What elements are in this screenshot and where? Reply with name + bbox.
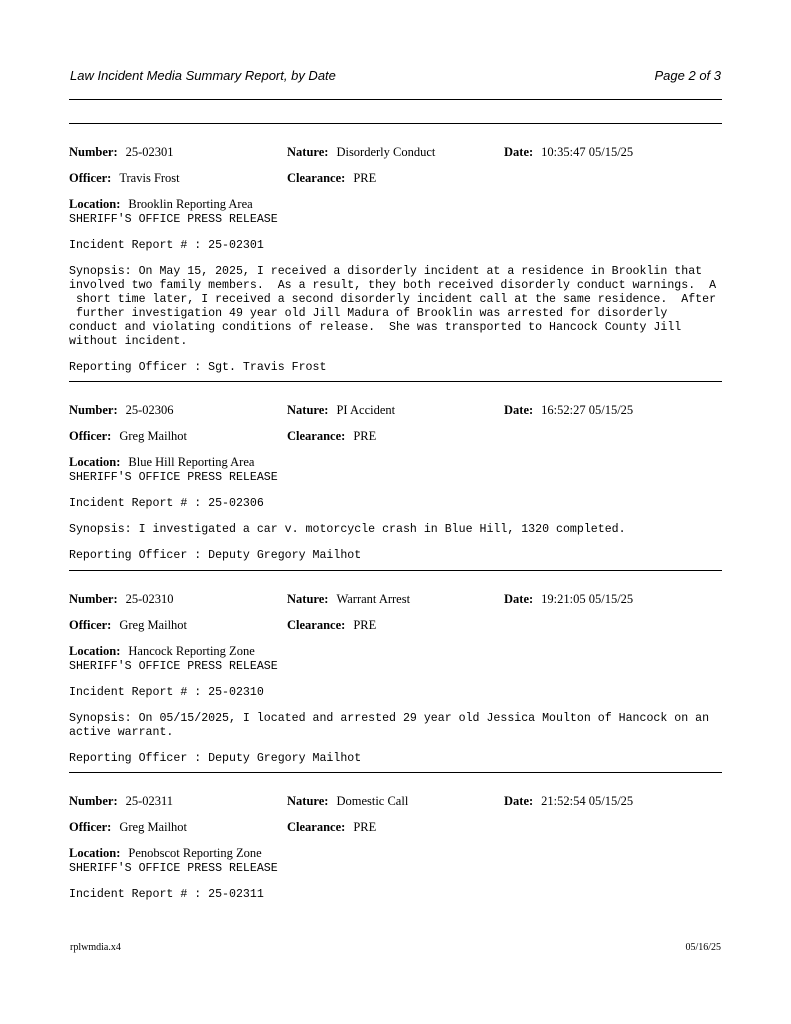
press-release-line: SHERIFF'S OFFICE PRESS RELEASE — [69, 862, 278, 875]
record-divider — [69, 772, 722, 773]
incident-report-line: Incident Report # : 25-02301 — [69, 239, 264, 252]
page-number: Page 2 of 3 — [654, 68, 721, 83]
header-divider-2 — [69, 123, 722, 124]
incident-report-line: Incident Report # : 25-02310 — [69, 686, 264, 699]
clearance-label: Clearance: — [287, 429, 346, 443]
synopsis-text: Synopsis: I investigated a car v. motorcycle crash in Blue Hill, 1320 completed. — [69, 523, 626, 536]
incident-officer: Travis Frost — [119, 171, 180, 185]
nature-label: Nature: — [287, 794, 329, 808]
location-line — [69, 846, 722, 862]
incident-nature: Disorderly Conduct — [336, 145, 436, 159]
press-release-line: SHERIFF'S OFFICE PRESS RELEASE — [69, 213, 278, 226]
incident-record — [69, 794, 722, 914]
incident-officer: Greg Mailhot — [119, 618, 188, 632]
report-title: Law Incident Media Summary Report, by Date — [70, 68, 336, 83]
date-label: Date: — [504, 403, 534, 417]
record-divider — [69, 570, 722, 571]
location-label: Location: — [69, 197, 121, 211]
record-row-2 — [69, 171, 722, 197]
incident-clearance: PRE — [353, 171, 377, 185]
reporting-officer-line: Reporting Officer : Sgt. Travis Frost — [69, 361, 327, 374]
incident-clearance: PRE — [353, 820, 377, 834]
date-label: Date: — [504, 145, 534, 159]
officer-label: Officer: — [69, 429, 112, 443]
incident-officer: Greg Mailhot — [119, 820, 188, 834]
clearance-label: Clearance: — [287, 820, 346, 834]
incident-location: Blue Hill Reporting Area — [128, 455, 255, 469]
incident-nature: Warrant Arrest — [336, 592, 411, 606]
incident-number: 25-02311 — [125, 794, 174, 808]
location-label: Location: — [69, 846, 121, 860]
number-label: Number: — [69, 794, 118, 808]
record-row-1 — [69, 403, 722, 429]
synopsis-text: Synopsis: On May 15, 2025, I received a disorderly incident at a residence in Brooklin that involved two family members. As a result, they both received disorderly conduct warnings. A short time later, I received a second disorderly incident call at the same residence. After further investigation 49 year old Jill Madura of Brooklin was arrested for disorderly conduct and violating conditions of release. She was transported to Hancock County Jill without incident. — [69, 265, 717, 348]
record-row-2 — [69, 820, 722, 846]
incident-location: Brooklin Reporting Area — [128, 197, 253, 211]
incident-date: 19:21:05 05/15/25 — [541, 592, 634, 606]
reporting-officer-line: Reporting Officer : Deputy Gregory Mailhot — [69, 752, 362, 765]
header-divider — [69, 99, 722, 100]
number-label: Number: — [69, 145, 118, 159]
location-line — [69, 197, 722, 213]
date-label: Date: — [504, 592, 534, 606]
incident-record — [69, 145, 722, 375]
officer-label: Officer: — [69, 820, 112, 834]
incident-record — [69, 592, 722, 766]
incident-number: 25-02310 — [125, 592, 174, 606]
synopsis-text: Synopsis: On 05/15/2025, I located and arrested 29 year old Jessica Moulton of Hancock on an active warrant. — [69, 712, 710, 739]
number-label: Number: — [69, 403, 118, 417]
officer-label: Officer: — [69, 618, 112, 632]
date-label: Date: — [504, 794, 534, 808]
location-label: Location: — [69, 644, 121, 658]
incident-report-line: Incident Report # : 25-02311 — [69, 888, 264, 901]
incident-nature: Domestic Call — [336, 794, 409, 808]
location-line — [69, 644, 722, 660]
incident-number: 25-02306 — [125, 403, 174, 417]
clearance-label: Clearance: — [287, 618, 346, 632]
footer-date: 05/16/25 — [685, 942, 721, 953]
nature-label: Nature: — [287, 403, 329, 417]
record-row-2 — [69, 618, 722, 644]
location-line — [69, 455, 722, 471]
incident-location: Hancock Reporting Zone — [128, 644, 255, 658]
record-row-1 — [69, 794, 722, 820]
incident-date: 21:52:54 05/15/25 — [541, 794, 634, 808]
location-label: Location: — [69, 455, 121, 469]
incident-officer: Greg Mailhot — [119, 429, 188, 443]
incident-date: 10:35:47 05/15/25 — [541, 145, 634, 159]
nature-label: Nature: — [287, 145, 329, 159]
record-divider — [69, 381, 722, 382]
clearance-label: Clearance: — [287, 171, 346, 185]
record-row-1 — [69, 592, 722, 618]
nature-label: Nature: — [287, 592, 329, 606]
incident-nature: PI Accident — [336, 403, 396, 417]
incident-number: 25-02301 — [125, 145, 174, 159]
incident-report-line: Incident Report # : 25-02306 — [69, 497, 264, 510]
incident-date: 16:52:27 05/15/25 — [541, 403, 634, 417]
number-label: Number: — [69, 592, 118, 606]
footer-report-code: rplwmdia.x4 — [70, 942, 121, 953]
incident-clearance: PRE — [353, 429, 377, 443]
incident-record — [69, 403, 722, 563]
press-release-line: SHERIFF'S OFFICE PRESS RELEASE — [69, 471, 278, 484]
reporting-officer-line: Reporting Officer : Deputy Gregory Mailhot — [69, 549, 362, 562]
incident-location: Penobscot Reporting Zone — [128, 846, 262, 860]
record-row-1 — [69, 145, 722, 171]
incident-clearance: PRE — [353, 618, 377, 632]
press-release-line: SHERIFF'S OFFICE PRESS RELEASE — [69, 660, 278, 673]
officer-label: Officer: — [69, 171, 112, 185]
record-row-2 — [69, 429, 722, 455]
